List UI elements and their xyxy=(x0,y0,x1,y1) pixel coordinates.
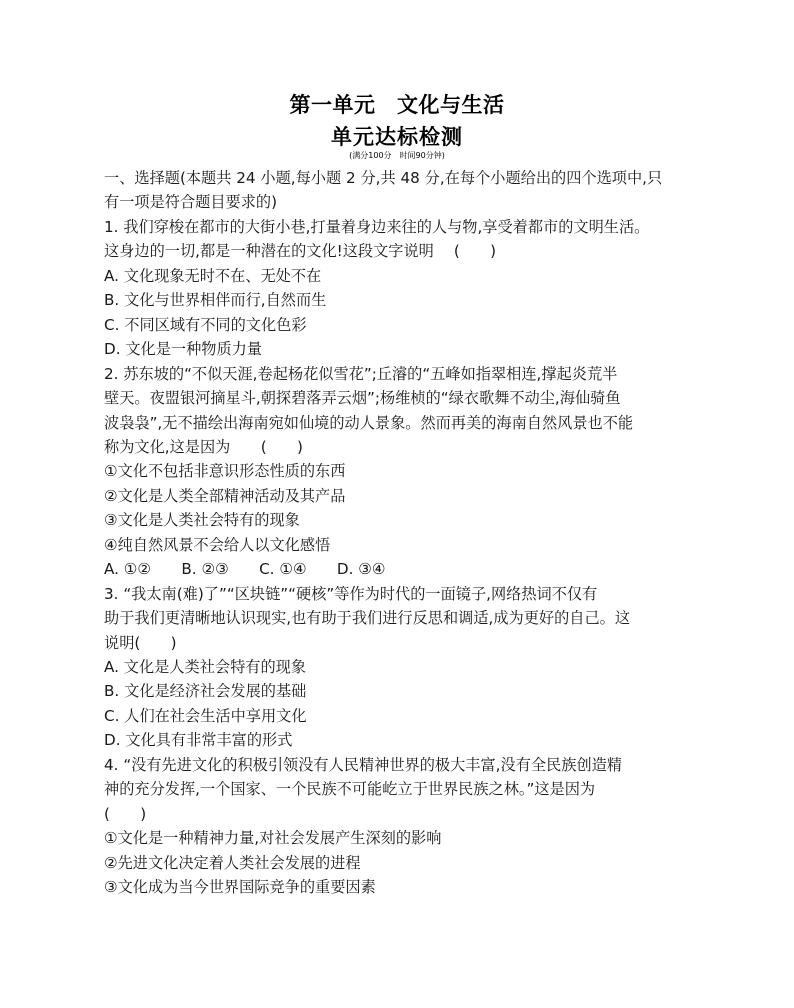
text-line: C. 不同区域有不同的文化色彩 xyxy=(104,315,307,334)
text-line: 说明( ) xyxy=(104,633,177,652)
text-line: ③文化成为当今世界国际竞争的重要因素 xyxy=(104,878,376,897)
text-line: ④纯自然风景不会给人以文化感悟 xyxy=(104,535,331,554)
text-line: ①文化不包括非意识形态性质的东西 xyxy=(104,462,346,481)
score-time-note: (满分100分 时间90分钟) xyxy=(349,151,445,160)
text-line: B. 文化是经济社会发展的基础 xyxy=(104,682,307,701)
text-line: ②先进文化决定着人类社会发展的进程 xyxy=(104,853,361,872)
test-title: 单元达标检测 xyxy=(331,125,463,149)
text-line: 这身边的一切,都是一种潜在的文化!这段文字说明 ( ) xyxy=(104,242,497,261)
text-line: D. 文化是一种物质力量 xyxy=(104,340,263,359)
text-line: ( ) xyxy=(104,804,147,823)
text-line: ③文化是人类社会特有的现象 xyxy=(104,511,300,530)
text-line: 4. “没有先进文化的积极引领没有人民精神世界的极大丰富,没有全民族创造精 xyxy=(104,755,623,774)
text-line: 神的充分发挥,一个国家、一个民族不可能屹立于世界民族之林。”这是因为 xyxy=(104,780,596,799)
text-line: ②文化是人类全部精神活动及其产品 xyxy=(104,486,346,505)
text-line: A. 文化现象无时不在、无处不在 xyxy=(104,266,322,285)
text-line: B. 文化与世界相伴而行,自然而生 xyxy=(104,291,327,310)
text-line: 3. “我太南(难)了”“区块链”“硬核”等作为时代的一面镜子,网络热词不仅有 xyxy=(104,584,598,603)
text-line: A. ①② B. ②③ C. ①④ D. ③④ xyxy=(104,560,386,579)
text-line: 壁天。夜盟银河摘星斗,朝探碧落弄云烟”;杨维桢的“绿衣歌舞不动尘,海仙骑鱼 xyxy=(104,389,621,408)
text-line: 2. 苏东坡的“不似天涯,卷起杨花似雪花”;丘濬的“五峰如指翠相连,撑起炎荒半 xyxy=(104,364,618,383)
text-line: 助于我们更清晰地认识现实,也有助于我们进行反思和调适,成为更好的自己。这 xyxy=(104,609,631,628)
text-line: ①文化是一种精神力量,对社会发展产生深刻的影响 xyxy=(104,829,442,848)
text-line: 有一项是符合题目要求的) xyxy=(104,193,277,212)
text-line: C. 人们在社会生活中享用文化 xyxy=(104,706,307,725)
text-line: A. 文化是人类社会特有的现象 xyxy=(104,658,307,676)
text-line: 波袅袅”,无不描绘出海南宛如仙境的动人景象。然而再美的海南自然风景也不能 xyxy=(104,413,634,432)
text-line: D. 文化具有非常丰富的形式 xyxy=(104,731,293,750)
text-line: 一、选择题(本题共 24 小题,每小题 2 分,共 48 分,在每个小题给出的四个选项中,只 xyxy=(104,169,663,187)
text-line: 称为文化,这是因为 ( ) xyxy=(104,437,303,456)
text-line: 1. 我们穿梭在都市的大街小巷,打量着身边来往的人与物,享受着都市的文明生活。 xyxy=(104,217,650,236)
unit-title: 第一单元 文化与生活 xyxy=(289,93,505,117)
